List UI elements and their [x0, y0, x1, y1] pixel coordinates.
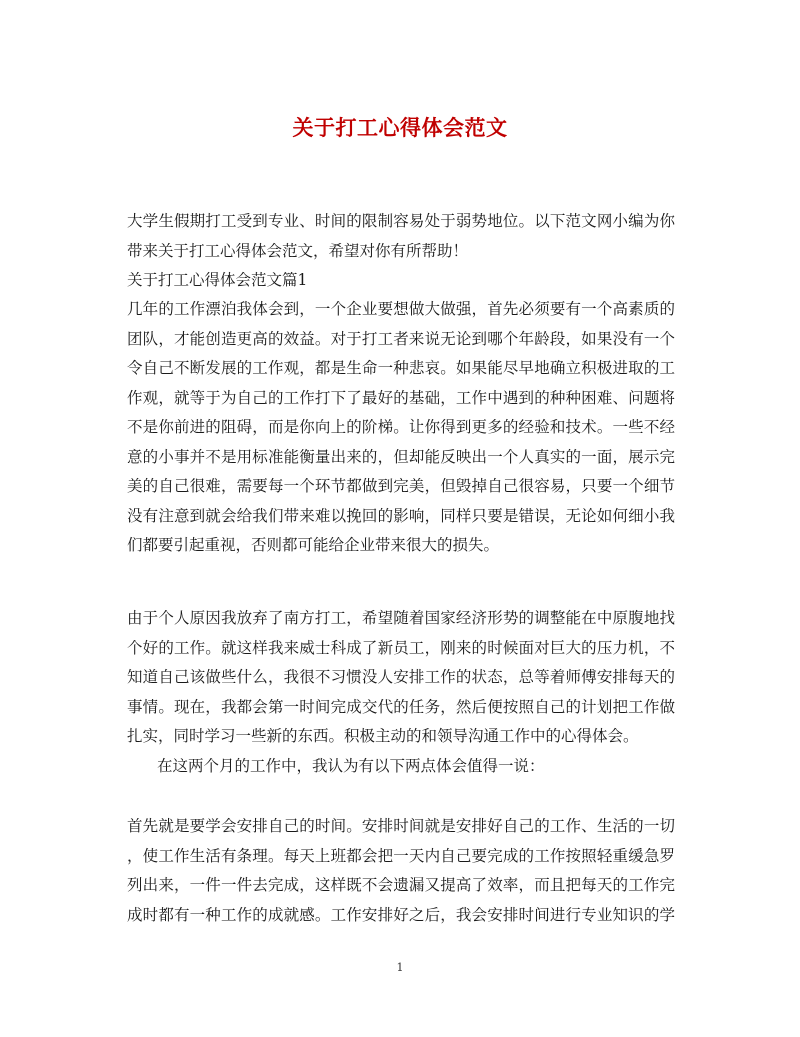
document-title: 关于打工心得体会范文	[292, 115, 508, 140]
text-line: 不是你前进的阻碍，而是你向上的阶梯。让你得到更多的经验和技术。一些不经	[127, 418, 675, 436]
paragraph-1	[127, 295, 675, 561]
text-line: 带来关于打工心得体会范文，希望对你有所帮助！	[127, 241, 469, 260]
intro-paragraph	[127, 207, 675, 266]
text-line: 团队，才能创造更高的效益。对于打工者来说无论到哪个年龄段，如果没有一个	[127, 329, 675, 348]
text-line: ，使工作生活有条理。每天上班都会把一天内自己要完成的工作按照轻重缓急罗	[127, 846, 675, 865]
text-line: 由于个人原因我放弃了南方打工，希望随着国家经济形势的调整能在中原腹地找	[127, 609, 675, 627]
text-line: 意的小事并不是用标准能衡量出来的，但却能反映出一个人真实的一面，展示完	[127, 447, 675, 466]
text-line: 列出来，一件一件去完成，这样既不会遗漏又提高了效率，而且把每天的工作完	[127, 876, 675, 894]
paragraph-3	[127, 752, 675, 782]
text-line: 作观，就等于为自己的工作打下了最好的基础，工作中遇到的种种困难、问题将	[127, 388, 675, 407]
text-line: 没有注意到就会给我们带来难以挽回的影响，同样只要是错误，无论如何细小我	[127, 506, 675, 525]
text-line: 关于打工心得体会范文篇1	[127, 271, 308, 289]
paragraph-2	[127, 604, 675, 752]
page-number: 1	[396, 961, 404, 974]
text-line: 成时都有一种工作的成就感。工作安排好之后，我会安排时间进行专业知识的学	[127, 905, 675, 924]
text-line: 大学生假期打工受到专业、时间的限制容易处于弱势地位。以下范文网小编为你	[127, 212, 675, 230]
text-line: 美的自己很难，需要每一个环节都做到完美，但毁掉自己很容易，只要一个细节	[127, 477, 675, 495]
text-line: 首先就是要学会安排自己的时间。安排时间就是安排好自己的工作、生活的一切	[127, 817, 675, 835]
text-line: 事情。现在，我都会第一时间完成交代的任务，然后便按照自己的计划把工作做	[127, 697, 675, 716]
text-line: 知道自己该做些什么，我很不习惯没人安排工作的状态，总等着师傅安排每天的	[127, 668, 675, 686]
text-line: 们都要引起重视，否则都可能给企业带来很大的损失。	[127, 536, 500, 554]
text-line: 在这两个月的工作中，我认为有以下两点体会值得一说：	[157, 757, 545, 775]
text-line: 扎实，同时学习一些新的东西。积极主动的和领导沟通工作中的心得体会。	[127, 727, 639, 745]
section-heading	[127, 266, 675, 296]
text-line: 几年的工作漂泊我体会到，一个企业要想做大做强，首先必须要有一个高素质的	[127, 300, 675, 318]
paragraph-4	[127, 812, 675, 930]
text-line: 个好的工作。就这样我来威士科成了新员工，刚来的时候面对巨大的压力机，不	[127, 638, 675, 657]
text-line: 令自己不断发展的工作观，都是生命一种悲哀。如果能尽早地确立积极进取的工	[127, 359, 675, 377]
